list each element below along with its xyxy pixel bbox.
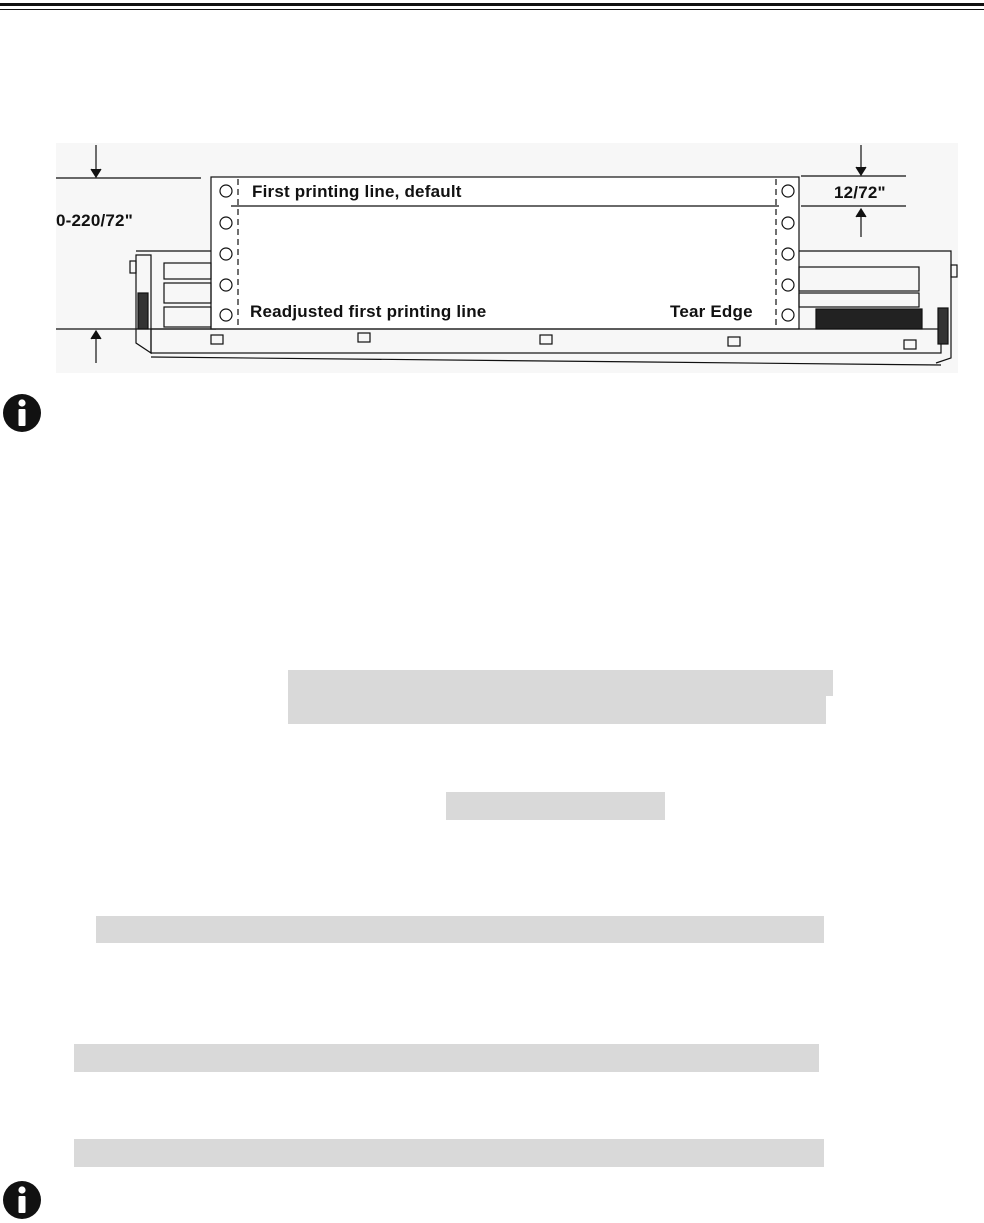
- info-icon: [2, 393, 42, 433]
- header-rule-thick: [0, 3, 984, 6]
- knob-right: [951, 265, 957, 277]
- arrowhead-right-bottom: [856, 209, 866, 217]
- rail-notch: [358, 333, 370, 342]
- header-rule-thin: [0, 9, 984, 10]
- platen-right-a: [799, 267, 919, 291]
- gear-right: [938, 308, 948, 344]
- rail-notch: [540, 335, 552, 344]
- rail-notch: [728, 337, 740, 346]
- arrowhead-left-top: [91, 169, 101, 177]
- label-tear-edge: Tear Edge: [670, 302, 753, 321]
- label-readjusted-line: Readjusted first printing line: [250, 302, 487, 321]
- platen-left-b: [164, 283, 211, 303]
- redacted-block: [288, 696, 826, 724]
- platen-right-c: [816, 309, 922, 329]
- label-range: 0-220/72": [56, 211, 133, 230]
- rail-notch: [211, 335, 223, 344]
- redacted-block: [446, 792, 665, 820]
- redacted-block: [74, 1139, 824, 1167]
- platen-left-c: [164, 307, 211, 327]
- printer-diagram: [56, 143, 958, 373]
- bottom-rail: [151, 329, 941, 353]
- redacted-block: [96, 916, 824, 943]
- info-icon: [2, 1180, 42, 1220]
- knob-left: [130, 261, 136, 273]
- gear-left: [138, 293, 148, 329]
- paper-position-figure: [56, 143, 958, 373]
- label-offset: 12/72": [834, 183, 886, 202]
- arrowhead-left-bottom: [91, 331, 101, 339]
- platen-left-a: [164, 263, 211, 279]
- rail-notch: [904, 340, 916, 349]
- redacted-block: [74, 1044, 819, 1072]
- label-default-line: First printing line, default: [252, 182, 462, 201]
- redacted-block: [288, 670, 833, 696]
- platen-right-b: [799, 293, 919, 307]
- arrowhead-right-top: [856, 167, 866, 175]
- bottom-rail-edge: [151, 357, 941, 365]
